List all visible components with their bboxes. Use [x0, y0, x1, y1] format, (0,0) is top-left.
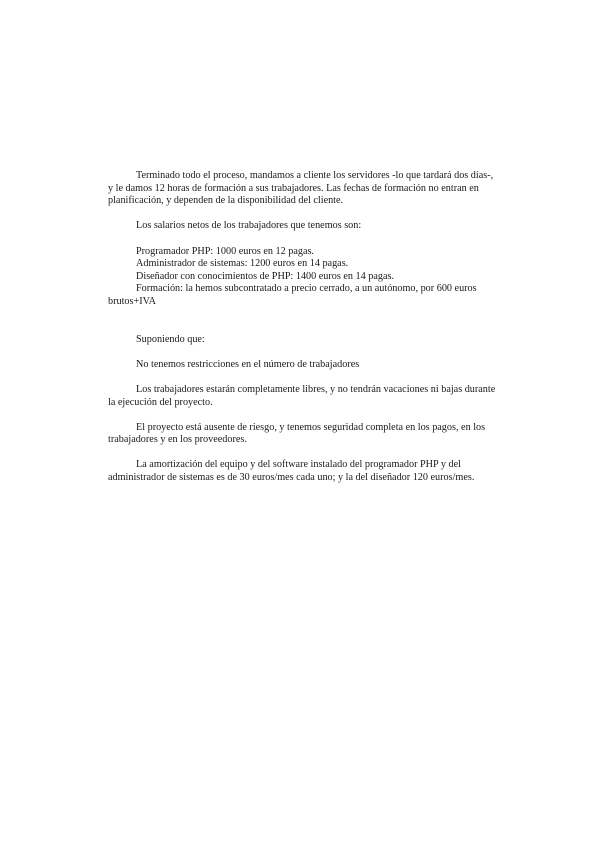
training-line: Formación: la hemos subcontratado a precio cerrado, a un autónomo, por 600 euros — [136, 283, 477, 295]
assumption-item: No tenemos restricciones en el número de trabajadores — [136, 358, 360, 370]
assumption-item: El proyecto está ausente de riesgo, y tenemos seguridad completa en los pagos, en los trabajadores y en los proveedores. — [108, 421, 486, 446]
document-body — [108, 170, 500, 485]
spacer — [108, 233, 500, 246]
salary-item: Diseñador con conocimientos de PHP: 1400 euros en 14 pagas. — [136, 270, 395, 282]
spacer — [108, 447, 500, 460]
spacer — [108, 208, 500, 221]
spacer — [108, 346, 500, 359]
training-line-continuation: brutos+IVA — [108, 295, 157, 307]
assumptions-intro: Suponiendo que: — [136, 333, 205, 345]
salary-item: Administrador de sistemas: 1200 euros en 14 pagas. — [136, 258, 349, 270]
salaries-list — [108, 246, 500, 309]
assumption-item: Los trabajadores estarán completamente libres, y no tendrán vacaciones ni bajas durante la ejecución del proyecto. — [108, 383, 496, 408]
paragraph-delivery: Terminado todo el proceso, mandamos a cliente los servidores -lo que tardará dos días-, y le damos 12 horas de formación a sus trabajadores. Las fechas de formación no entran en planificación, y dependen de la disponibilidad del cliente. — [108, 170, 494, 207]
salary-item: Programador PHP: 1000 euros en 12 pagas. — [136, 245, 314, 257]
spacer — [108, 309, 500, 334]
salaries-intro: Los salarios netos de los trabajadores que tenemos son: — [136, 220, 362, 232]
assumption-item: La amortización del equipo y del software instalado del programador PHP y del administrador de sistemas es de 30 euros/mes cada uno; y la del diseñador 120 euros/mes. — [108, 459, 475, 484]
spacer — [108, 371, 500, 384]
spacer — [108, 409, 500, 422]
